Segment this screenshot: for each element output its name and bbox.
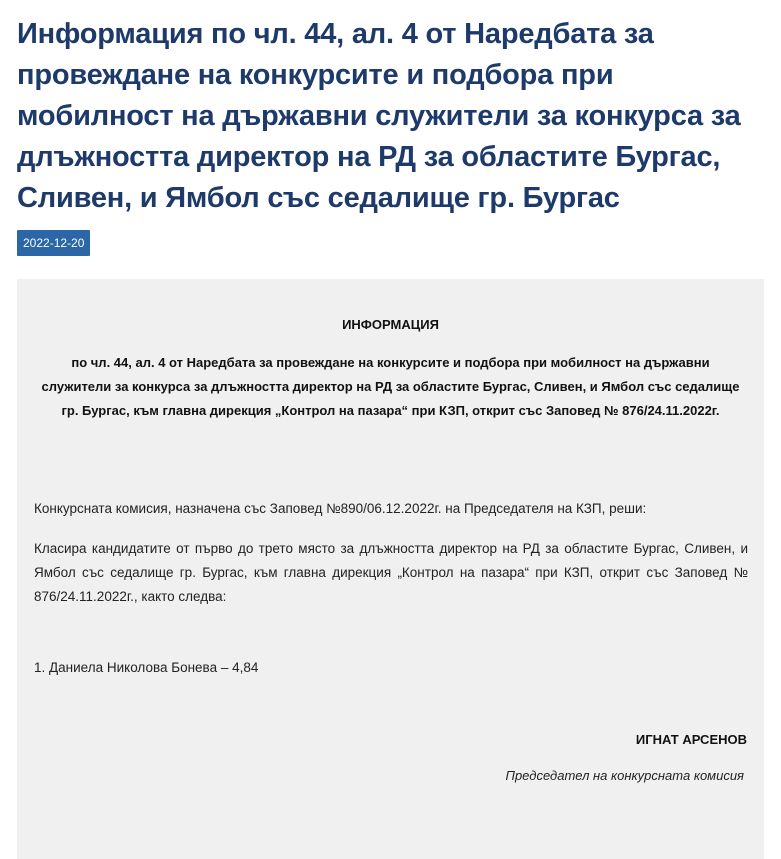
ranking-item: 1. Даниела Николова Бонева – 4,84 — [34, 660, 259, 675]
document-heading: ИНФОРМАЦИЯ — [342, 317, 439, 332]
commission-paragraph: Конкурсната комисия, назначена със Заповед №890/06.12.2022г. на Председателя на КЗП, реши: — [34, 501, 647, 516]
signer-role: Председател на конкурсната комисия — [505, 768, 744, 783]
page-title: Информация по чл. 44, ал. 4 от Наредбата за провеждане на конкурсите и подбора при мобилност на държавни служители за конкурса за длъжността директор на РД за областите Бургас, Сливен, и Ямбол със седалище гр. Бургас — [17, 18, 741, 214]
signer-name: ИГНАТ АРСЕНОВ — [635, 732, 747, 747]
document-subheading: по чл. 44, ал. 4 от Наредбата за провеждане на конкурсите и подбора при мобилност на държавни служители за конкурса за длъжността директор на РД за областите Бургас, Сливен, и Ямбол със седалище гр. Бургас, към главна дирекция „Контрол на пазара“ при КЗП, открит със Заповед № 876/24.11.2022г. — [41, 355, 740, 418]
document-content — [17, 279, 764, 859]
ranking-intro-paragraph: Класира кандидатите от първо до трето място за длъжността директор на РД за областите Бургас, Сливен, и Ямбол със седалище гр. Бургас, към главна дирекция „Контрол на пазара“ при КЗП, открит със Заповед № 876/24.11.2022г., както следва: — [34, 541, 748, 604]
date-badge: 2022-12-20 — [17, 230, 90, 256]
